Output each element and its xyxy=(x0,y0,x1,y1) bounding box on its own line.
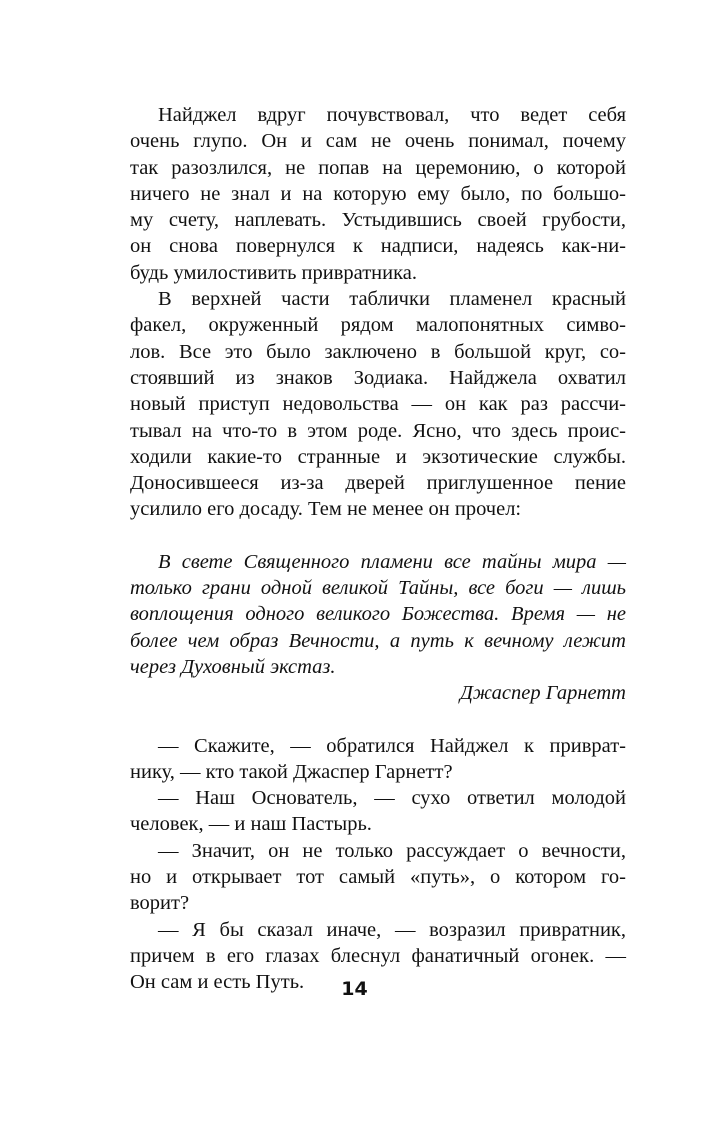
quote-line: через Духовный экстаз. xyxy=(130,655,336,678)
text-line: Он сам и есть Путь. xyxy=(130,971,305,994)
paragraph-plaque-description xyxy=(130,286,626,523)
text-line: новый приступ недовольства — он как раз рассчи- xyxy=(130,393,626,416)
page-text xyxy=(130,102,626,996)
text-line: причем в его глазах блеснул фанатичный огонек. — xyxy=(130,944,626,967)
text-line: — Скажите, — обратился Найджел к приврат- xyxy=(158,734,626,757)
text-line: будь умилостивить привратника. xyxy=(130,261,417,284)
text-line: ворит? xyxy=(130,892,190,915)
text-line: — Наш Основатель, — сухо ответил молодой xyxy=(158,787,626,810)
quote-line: более чем образ Вечности, а путь к вечному лежит xyxy=(130,629,626,652)
blank-line xyxy=(130,707,626,733)
plaque-quote xyxy=(130,549,626,707)
text-line: факел, окруженный рядом малопонятных симво- xyxy=(130,314,626,337)
dialogue-question-path xyxy=(130,838,626,917)
text-line: ничего не знал и на которую ему было, по большо- xyxy=(130,182,626,205)
text-line: человек, — и наш Пастырь. xyxy=(130,813,372,836)
quote-line: только грани одной великой Тайны, все боги — лишь xyxy=(130,577,626,600)
text-line: — Я бы сказал иначе, — возразил привратник, xyxy=(158,918,626,941)
quote-line: воплощения одного великого Божества. Время — не xyxy=(130,603,626,626)
paragraph-nigel-feels-foolish xyxy=(130,102,626,286)
blank-line xyxy=(130,523,626,549)
text-line: му счету, наплевать. Устыдившись своей грубости, xyxy=(130,209,626,232)
text-line: нику, — кто такой Джаспер Гарнетт? xyxy=(130,760,453,783)
text-line: он снова повернулся к надписи, надеясь как-ни- xyxy=(130,235,626,258)
text-line: ходили какие-то странные и экзотические службы. xyxy=(130,445,626,468)
page-number: 14 xyxy=(341,978,368,1000)
text-line: Найджел вдруг почувствовал, что ведет себя xyxy=(158,104,626,126)
text-line: Доносившееся из-за дверей приглушенное пение xyxy=(130,472,626,495)
text-line: но и открывает тот самый «путь», о котором го- xyxy=(130,866,626,889)
quote-line: В свете Священного пламени все тайны мира — xyxy=(158,550,626,573)
text-line: лов. Все это было заключено в большой круг, со- xyxy=(130,340,626,363)
text-line: усилило его досаду. Тем не менее он прочел: xyxy=(130,498,522,521)
dialogue-question-who xyxy=(130,733,626,786)
text-line: стоявший из знаков Зодиака. Найджела охватил xyxy=(130,366,626,389)
text-line: — Значит, он не только рассуждает о вечности, xyxy=(158,839,626,862)
text-line: В верхней части таблички пламенел красный xyxy=(158,288,626,311)
dialogue-answer-founder xyxy=(130,785,626,838)
text-line: так разозлился, не попав на церемонию, о которой xyxy=(130,156,626,179)
quote-author: Джаспер Гарнетт xyxy=(459,682,626,705)
text-line: очень глупо. Он и сам не очень понимал, почему xyxy=(130,130,626,153)
text-line: тывал на что-то в этом роде. Ясно, что здесь проис- xyxy=(130,419,626,442)
